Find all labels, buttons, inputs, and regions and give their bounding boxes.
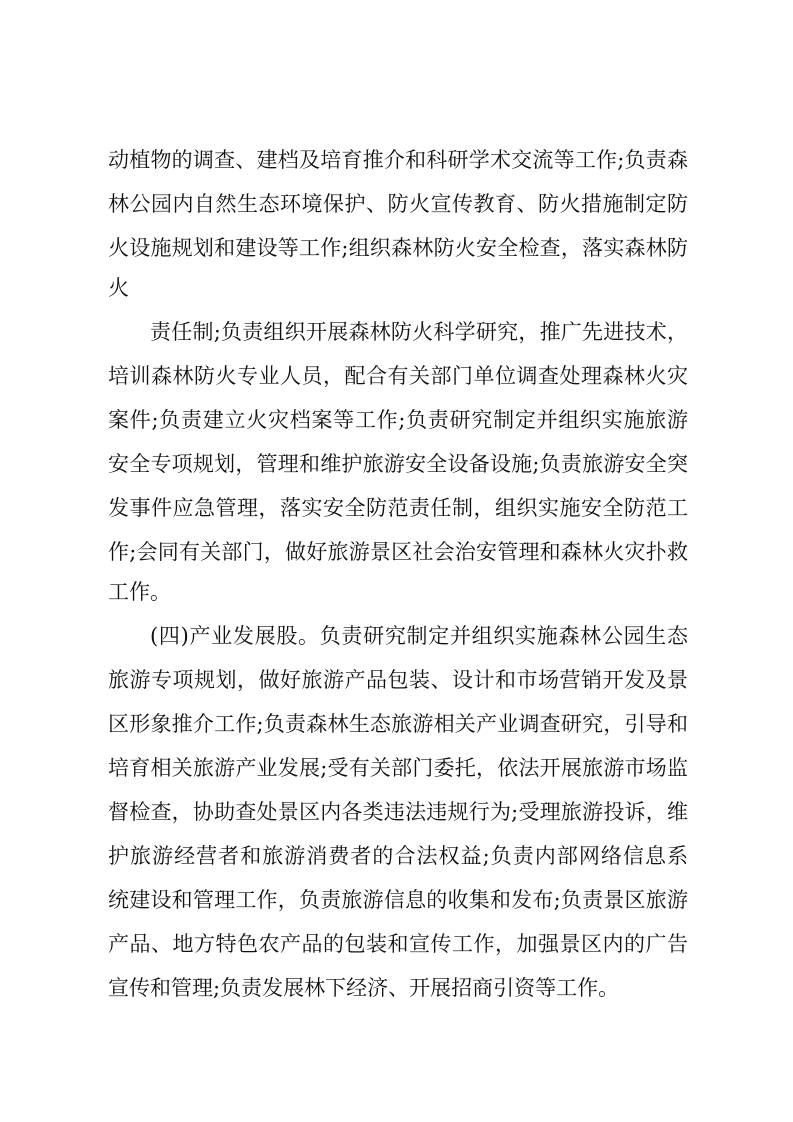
text-line: 安全专项规划，管理和维护旅游安全设备设施;负责旅游安全突 — [108, 452, 688, 476]
text-line: 火 — [108, 276, 129, 300]
text-line: 统建设和管理工作，负责旅游信息的收集和发布;负责景区旅游 — [108, 888, 688, 912]
text-line: 火设施规划和建设等工作;组织森林防火安全检查，落实森林防 — [108, 236, 688, 260]
section-heading-line: (四)产业发展股。负责研究制定并组织实施森林公园生态 — [150, 624, 688, 648]
text-line: 培育相关旅游产业发展;受有关部门委托，依法开展旅游市场监 — [108, 756, 688, 780]
text-line: 区形象推介工作;负责森林生态旅游相关产业调查研究，引导和 — [108, 712, 688, 736]
text-line: 产品、地方特色农产品的包装和宣传工作，加强景区内的广告 — [108, 932, 688, 956]
text-line: 作;会同有关部门，做好旅游景区社会治安管理和森林火灾扑救 — [108, 540, 688, 564]
text-line: 护旅游经营者和旅游消费者的合法权益;负责内部网络信息系 — [108, 844, 688, 868]
text-line: 动植物的调查、建档及培育推介和科研学术交流等工作;负责森 — [108, 148, 688, 172]
text-line: 发事件应急管理，落实安全防范责任制，组织实施安全防范工 — [108, 496, 688, 520]
text-line: 宣传和管理;负责发展林下经济、开展招商引资等工作。 — [108, 976, 620, 1000]
text-line: 督检查，协助查处景区内各类违法违规行为;受理旅游投诉，维 — [108, 800, 688, 824]
text-line: 培训森林防火专业人员，配合有关部门单位调查处理森林火灾 — [108, 364, 688, 388]
paragraph-start-line: 责任制;负责组织开展森林防火科学研究，推广先进技术， — [150, 320, 688, 344]
text-line: 工作。 — [108, 580, 171, 604]
text-line: 旅游专项规划，做好旅游产品包装、设计和市场营销开发及景 — [108, 668, 688, 692]
text-line: 林公园内自然生态环境保护、防火宣传教育、防火措施制定防 — [108, 192, 688, 216]
text-line: 案件;负责建立火灾档案等工作;负责研究制定并组织实施旅游 — [108, 408, 688, 432]
